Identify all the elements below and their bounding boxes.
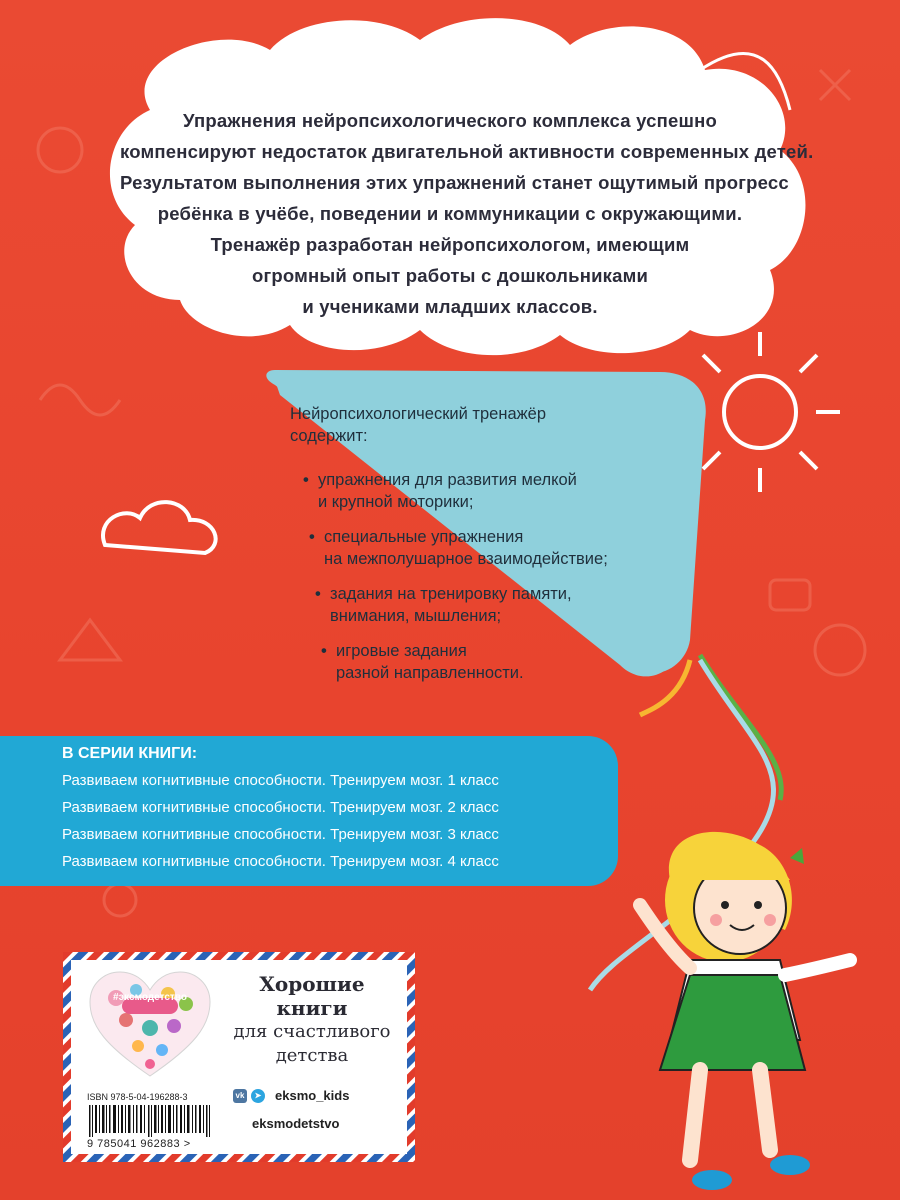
cloud-line: Тренажёр разработан нейропсихологом, имеющим [210, 234, 690, 255]
list-item-text: задания на тренировку памяти, [330, 585, 572, 603]
tagline-line: детства [275, 1045, 349, 1066]
bullet-icon: • [321, 642, 327, 660]
vk-icon[interactable]: vk [233, 1089, 247, 1103]
series-book-1: Развиваем когнитивные способности. Тренируем мозг. 1 класс [62, 772, 499, 789]
list-item-text: и крупной моторики; [318, 493, 474, 511]
social-handle[interactable]: eksmo_kids [275, 1088, 350, 1103]
small-cloud-doodle [103, 502, 216, 553]
tagline-line: для счастливого [233, 1021, 391, 1042]
social-links [233, 1088, 349, 1103]
barcode [87, 1105, 215, 1137]
list-item-text: внимания, мышления; [330, 607, 502, 625]
bullet-icon: • [315, 585, 321, 603]
list-item-text: на межполушарное взаимодействие; [324, 550, 608, 568]
telegram-icon[interactable]: ➤ [251, 1089, 265, 1103]
list-item-text: упражнения для развития мелкой [318, 471, 577, 489]
series-book-2: Развиваем когнитивные способности. Тренируем мозг. 2 класс [62, 799, 499, 816]
publisher-tagline [222, 972, 402, 1068]
girl-illustration [640, 832, 850, 1190]
tagline-line: книги [276, 996, 348, 1020]
kite-title-line: Нейропсихологический тренажёр [290, 405, 547, 423]
series-title: В СЕРИИ КНИГИ: [62, 745, 198, 762]
list-item [309, 526, 620, 570]
isbn-text: ISBN 978-5-04-196288-3 [87, 1092, 188, 1102]
heart-logo [86, 968, 214, 1080]
cloud-line: огромный опыт работы с дошкольниками [251, 265, 649, 286]
list-item-text: специальные упражнения [324, 528, 524, 546]
cloud-line: ребёнка в учёбе, поведении и коммуникации с окружающими. [157, 203, 743, 224]
heart-hashtag: #эксмодетство [113, 992, 187, 1003]
bullet-icon: • [309, 528, 315, 546]
kite-title-line: содержит: [290, 427, 368, 445]
site-label[interactable]: eksmodetstvo [252, 1116, 340, 1131]
cloud-line: Упражнения нейропсихологического комплекса успешно [183, 110, 717, 131]
cloud-line: Результатом выполнения этих упражнений станет ощутимый прогресс [120, 172, 789, 193]
barcode-number: 9 785041 962883 > [87, 1138, 191, 1150]
list-item [321, 640, 620, 684]
series-book-4: Развиваем когнитивные способности. Тренируем мозг. 4 класс [62, 853, 499, 870]
list-item [315, 583, 620, 627]
list-item [303, 469, 620, 513]
kite-feature-list [303, 469, 620, 684]
kite-contents [290, 403, 620, 697]
tagline-line: Хорошие [259, 972, 365, 996]
bullet-icon: • [303, 471, 309, 489]
list-item-text: игровые задания [336, 642, 467, 660]
cloud-line: компенсируют недостаток двигательной активности современных детей. [120, 141, 814, 162]
list-item-text: разной направленности. [336, 664, 524, 682]
cloud-line: и учениками младших классов. [302, 296, 598, 317]
cloud-description [120, 105, 814, 322]
kite-title [290, 403, 620, 447]
series-book-3: Развиваем когнитивные способности. Тренируем мозг. 3 класс [62, 826, 499, 843]
